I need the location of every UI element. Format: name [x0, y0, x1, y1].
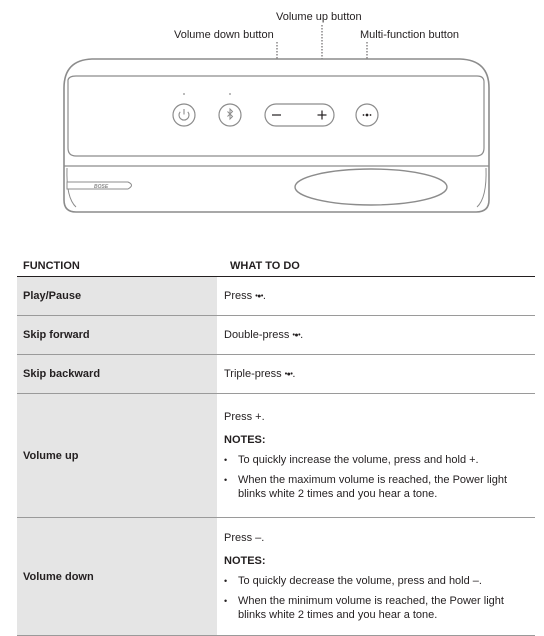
row-function: Volume down	[17, 518, 217, 635]
action-text: Triple-press	[224, 367, 285, 380]
table-header	[17, 255, 535, 277]
notes-label: NOTES:	[224, 434, 266, 446]
list-item: • To quickly decrease the volume, press and hold –.	[224, 575, 482, 587]
list-item: • To quickly increase the volume, press and hold +.	[224, 454, 479, 466]
callout-volume-up: Volume up button	[276, 11, 362, 23]
bluetooth-button[interactable]	[219, 104, 241, 126]
front-oval	[295, 169, 447, 205]
action-text: Press	[224, 289, 256, 302]
action-text: Double-press	[224, 328, 293, 341]
row-function: Skip backward	[17, 355, 217, 393]
list-item: • When the maximum volume is reached, the Power light blinks white 2 times and you hear a tone.	[224, 474, 508, 500]
table-row-skip-forward: Skip forward Double-press •●•.	[17, 316, 535, 355]
logo-text: BOSE	[94, 184, 109, 190]
multifunction-button[interactable]	[356, 104, 378, 126]
table-row-volume-down	[17, 518, 535, 636]
bullet-icon: •	[224, 475, 228, 485]
bose-logo-plate	[67, 182, 132, 190]
header-function: FUNCTION	[23, 260, 80, 272]
row-function: Volume up	[17, 394, 217, 517]
power-button[interactable]	[173, 104, 195, 126]
header-what-to-do: WHAT TO DO	[230, 260, 300, 272]
row-function: Skip forward	[17, 316, 217, 354]
action-text: Press –.	[224, 532, 265, 544]
speaker-drawing	[0, 0, 544, 225]
row-function: Play/Pause	[17, 277, 217, 315]
callout-volume-down: Volume down button	[174, 29, 274, 41]
bullet-icon: •	[224, 596, 228, 606]
multifunction-symbol: •●•	[255, 292, 263, 300]
table-row-volume-up	[17, 394, 535, 518]
table-row-play-pause: Play/Pause Press •●•.	[17, 277, 535, 316]
bullet-icon: •	[224, 455, 228, 465]
notes-label: NOTES:	[224, 555, 266, 567]
multifunction-symbol: •●•	[284, 370, 293, 378]
table-row-skip-backward: Skip backward Triple-press •●•.	[17, 355, 535, 394]
list-item: • When the minimum volume is reached, the Power light blinks white 2 times and you hear a tone.	[224, 595, 504, 621]
action-text: Press +.	[224, 411, 265, 423]
speaker-illustration	[0, 0, 544, 225]
function-table	[17, 255, 535, 636]
multifunction-symbol: •●•	[292, 331, 301, 339]
bullet-icon: •	[224, 576, 228, 586]
callout-multifunction: Multi-function button	[360, 29, 460, 41]
